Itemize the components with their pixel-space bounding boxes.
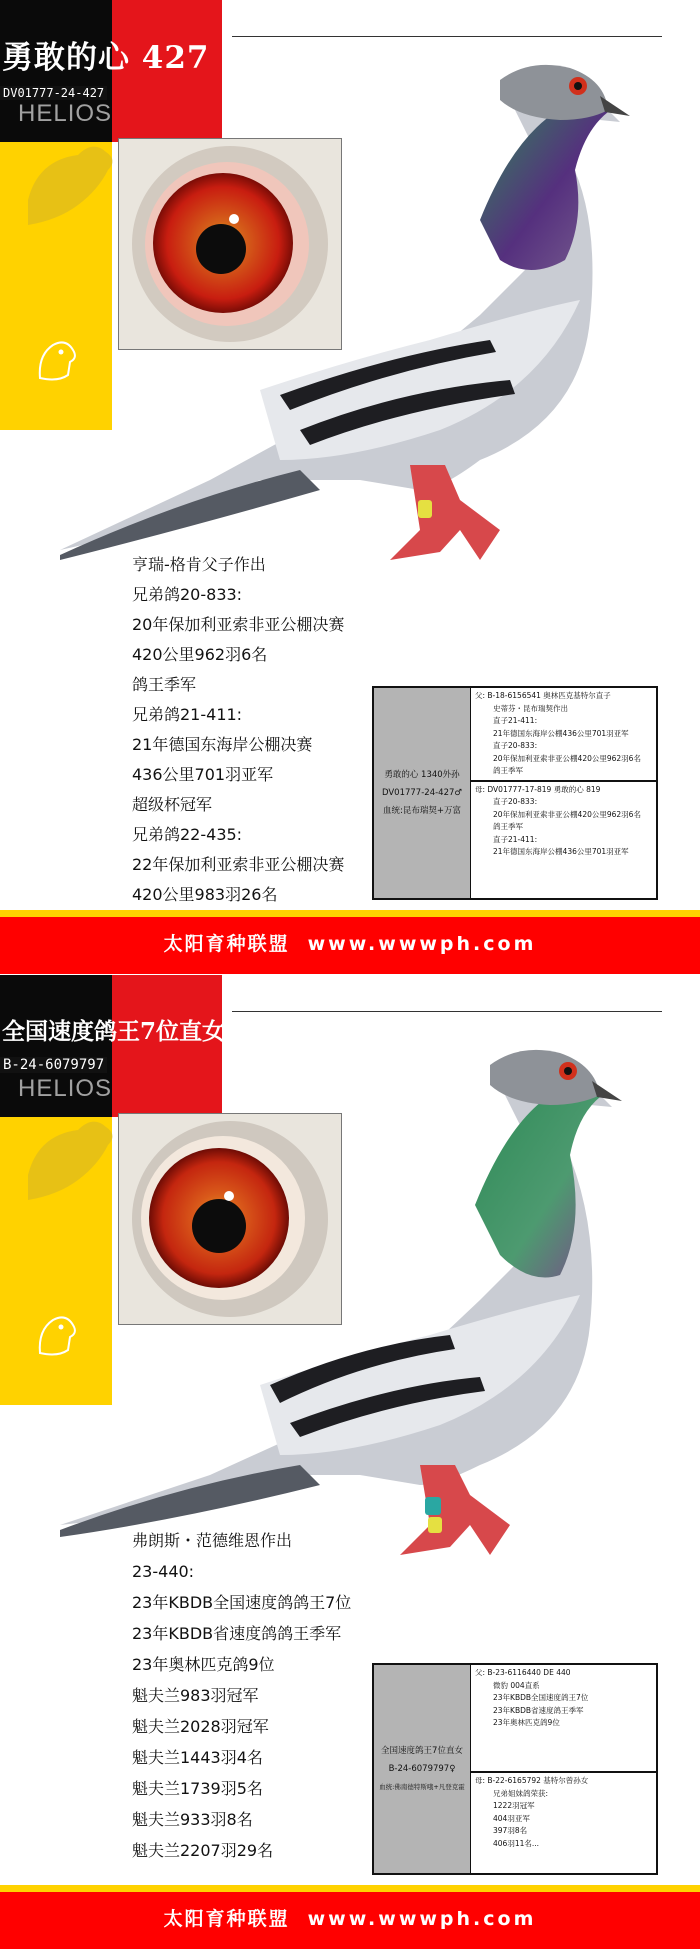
- description-line: 鸽王季军: [132, 675, 197, 694]
- pedigree-bird-name: 全国速度鸽王7位直女: [381, 1746, 463, 1756]
- helios-watermark: HELIOS: [18, 1075, 113, 1102]
- footer-url: www.wwwph.com: [307, 1908, 537, 1930]
- pedigree-line: 23年奥林匹克鸽9位: [493, 1718, 560, 1727]
- description-line: 魁夫兰1739羽5名: [132, 1779, 263, 1798]
- description-line: 亨瑞-格肯父子作出: [132, 555, 266, 574]
- pedigree-bloodline: 血统:佛南德特斯哦+凡登克霍: [379, 1783, 465, 1791]
- pigeon-eye-photo: [118, 1113, 342, 1325]
- header-rule: [232, 1011, 662, 1012]
- pedigree-bloodline: 血统:昆布瑞契+万富: [383, 806, 461, 816]
- pedigree-line: 1222羽冠军: [493, 1801, 535, 1810]
- pedigree-line: 父: B-18-6156541 奥林匹克基特尔直子: [475, 691, 611, 700]
- description-line: 弗朗斯・范德维恩作出: [132, 1531, 293, 1550]
- pedigree-table: [372, 1663, 658, 1875]
- description-line: 436公里701羽亚军: [132, 765, 274, 784]
- description-line: 超级杯冠军: [132, 795, 213, 814]
- footer-banner: [0, 1885, 700, 1949]
- footer-name: 太阳育种联盟: [163, 933, 290, 955]
- pedigree-line: 母: DV01777-17-819 勇敢的心 819: [475, 784, 601, 794]
- footer-banner: [0, 910, 700, 974]
- pedigree-line: 鸽王季军: [493, 822, 523, 831]
- footer-name: 太阳育种联盟: [163, 1908, 290, 1930]
- pedigree-bird-ring: DV01777-24-427♂: [381, 788, 463, 798]
- description-line: 魁夫兰2028羽冠军: [132, 1717, 269, 1736]
- pedigree-table: [372, 686, 658, 900]
- description-line: 22年保加利亚索非亚公棚决赛: [132, 855, 345, 874]
- pedigree-bird-name: 勇敢的心 1340外孙: [384, 770, 460, 780]
- achievement-text: [132, 1525, 351, 1866]
- helios-watermark: HELIOS: [18, 100, 113, 127]
- description-line: 420公里983羽26名: [132, 885, 278, 904]
- pedigree-line: 404羽亚军: [493, 1813, 530, 1823]
- description-line: 23年KBDB全国速度鸽鸽王7位: [132, 1593, 352, 1612]
- pedigree-bird-cell: [374, 1665, 471, 1873]
- pedigree-line: 21年德国东海岸公棚436公里701羽亚军: [493, 847, 629, 856]
- pedigree-line: 397羽8名: [493, 1826, 528, 1835]
- pedigree-line: 20年保加利亚索非亚公棚420公里962羽6名: [493, 809, 641, 819]
- pedigree-line: 父: B-23-6116440 DE 440: [475, 1668, 571, 1677]
- description-line: 23-440:: [132, 1562, 195, 1581]
- footer-yellow-stripe: [0, 910, 700, 917]
- pedigree-sire: [471, 1665, 656, 1773]
- description-line: 21年德国东海岸公棚决赛: [132, 735, 313, 754]
- pigeon-eye-photo: [118, 138, 342, 350]
- description-line: 魁夫兰983羽冠军: [132, 1686, 259, 1705]
- achievement-text: [132, 550, 344, 910]
- pedigree-bird-ring: B-24-6079797♀: [388, 1764, 456, 1774]
- bird-title: 勇敢的心 427: [2, 40, 210, 76]
- description-line: 20年保加利亚索非亚公棚决赛: [132, 615, 345, 634]
- description-line: 兄弟鸽20-833:: [132, 585, 243, 604]
- pedigree-sire: [471, 688, 656, 782]
- bird-title: 全国速度鸽王7位直女: [2, 1018, 226, 1045]
- pedigree-line: 23年KBDB全国速度鸽王7位: [493, 1693, 589, 1702]
- description-line: 23年KBDB省速度鸽鸽王季军: [132, 1624, 342, 1643]
- description-line: 23年奥林匹克鸽9位: [132, 1655, 275, 1674]
- pedigree-line: 直子20-833:: [493, 741, 538, 750]
- description-line: 魁夫兰2207羽29名: [132, 1841, 274, 1860]
- pedigree-dam: [471, 782, 656, 861]
- pedigree-line: 21年德国东海岸公棚436公里701羽亚军: [493, 728, 629, 738]
- pedigree-line: 母: B-22-6165792 基特尔曾孙女: [475, 1776, 589, 1785]
- ring-number: B-24-6079797: [0, 1057, 107, 1073]
- description-line: 兄弟鸽22-435:: [132, 825, 243, 844]
- pedigree-line: 直子21-411:: [493, 834, 538, 844]
- pedigree-line: 23年KBDB省速度鸽王季军: [493, 1705, 584, 1715]
- pedigree-line: 微豹 004直系: [493, 1680, 540, 1690]
- pedigree-line: 20年保加利亚索非亚公棚420公里962羽6名: [493, 753, 641, 763]
- header-rule: [232, 36, 662, 37]
- pedigree-line: 鸽王季军: [493, 766, 523, 775]
- ring-number: DV01777-24-427: [0, 86, 107, 100]
- pedigree-line: 直子21-411:: [493, 716, 538, 725]
- pedigree-line: 史蒂芬・昆布瑞契作出: [493, 703, 568, 713]
- pedigree-bird-cell: [374, 688, 471, 898]
- description-line: 420公里962羽6名: [132, 645, 268, 664]
- footer-url: www.wwwph.com: [307, 933, 537, 955]
- description-line: 兄弟鸽21-411:: [132, 705, 243, 724]
- description-line: 魁夫兰933羽8名: [132, 1810, 253, 1829]
- footer-yellow-stripe: [0, 1885, 700, 1892]
- pedigree-line: 直子20-833:: [493, 797, 538, 806]
- pedigree-dam: [471, 1773, 656, 1852]
- pedigree-line: 兄弟姐妹鸽荣获:: [493, 1788, 549, 1798]
- description-line: 魁夫兰1443羽4名: [132, 1748, 263, 1767]
- pigeon-panel-2: [0, 975, 700, 1950]
- pedigree-line: 406羽11名...: [493, 1838, 540, 1848]
